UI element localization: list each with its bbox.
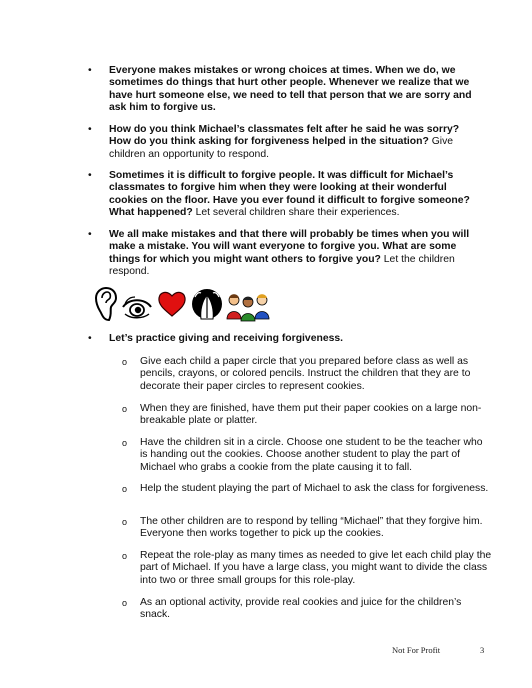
bullet-item [88, 170, 482, 220]
sub-list-item [122, 356, 492, 393]
bullet-bold-text: How do you think Michael’s classmates felt after he said he was sorry? How do you think asking for forgiveness helped in the situation? [109, 124, 460, 148]
bullet-item [88, 333, 482, 345]
children-group-icon [224, 291, 272, 323]
sub-bullet-marker: o [122, 598, 128, 608]
eye-icon [121, 295, 153, 321]
icon-row [94, 287, 274, 327]
bullet-item [88, 65, 482, 115]
bullet-bold-text: We all make mistakes and that there will probably be times when you will make a mistake. You will want everyone to forgive you. What are some things for which you might want others to forgive you? [109, 229, 470, 265]
sub-list-item [122, 597, 492, 622]
bullet-bold-text: Let’s practice giving and receiving forgiveness. [109, 333, 344, 344]
bullet-item [88, 124, 482, 161]
sub-item-text: Give each child a paper circle that you prepared before class as well as pencils, crayons, or colored pencils. Instruct the children that they are to decorate their paper circles to represent cookies. [140, 356, 471, 392]
sub-item-text: Help the student playing the part of Michael to ask the class for forgiveness. [140, 483, 489, 494]
sub-list-item [122, 437, 492, 474]
bullet-bold-text: Sometimes it is difficult to forgive people. It was difficult for Michael’s classmates to forgive him when they were looking at their wonderful cookies on the floor. Have you ever found it difficult to forgive someone? What happened? [109, 170, 470, 219]
sub-item-text: As an optional activity, provide real cookies and juice for the children’s snack. [140, 597, 462, 621]
sub-list-item [122, 483, 492, 495]
sub-list-item [122, 403, 492, 428]
sub-bullet-marker: o [122, 517, 128, 527]
bullet-normal-text: Let several children share their experiences. [192, 207, 400, 219]
bullet-marker: • [88, 124, 92, 135]
bullet-item [88, 229, 482, 279]
sub-item-text: When they are finished, have them put their paper cookies on a large non-breakable plate or platter. [140, 403, 482, 427]
bullet-marker: • [88, 65, 92, 76]
page-number: 3 [480, 645, 485, 655]
heart-icon [157, 290, 187, 318]
bullet-marker: • [88, 333, 92, 344]
bullet-marker: • [88, 170, 92, 181]
sub-bullet-marker: o [122, 404, 128, 414]
bullet-normal-text: Let the children respond. [109, 253, 455, 278]
bullet-marker: • [88, 229, 92, 240]
sub-item-text: The other children are to respond by telling “Michael” that they forgive him. Everyone then works together to pick up the cookies. [140, 516, 483, 540]
footer-note: Not For Profit [392, 645, 441, 655]
sub-list-item [122, 516, 492, 541]
sub-bullet-marker: o [122, 438, 128, 448]
sub-list-item [122, 550, 492, 587]
sub-item-text: Repeat the role-play as many times as needed to give let each child play the part of Michael. If you have a large class, you might want to divide the class into two or three small groups for this role-play. [140, 550, 492, 586]
sub-bullet-marker: o [122, 484, 128, 494]
bullet-normal-text: Give children an opportunity to respond. [109, 136, 454, 160]
bullet-bold-text: Everyone makes mistakes or wrong choices at times. When we do, we sometimes do things that hurt other people. Whenever we realize that we have hurt someone else, we need to tell that person that we are sorry and ask him to forgive us. [109, 65, 472, 114]
sub-bullet-marker: o [122, 551, 128, 561]
praying-hands-icon [191, 287, 223, 325]
sub-item-text: Have the children sit in a circle. Choose one student to be the teacher who is handing out the cookies. Choose another student to play the part of Michael who grabs a cookie from the plate causing it to fall. [140, 437, 483, 473]
ear-icon [94, 287, 118, 323]
sub-bullet-marker: o [122, 357, 128, 367]
